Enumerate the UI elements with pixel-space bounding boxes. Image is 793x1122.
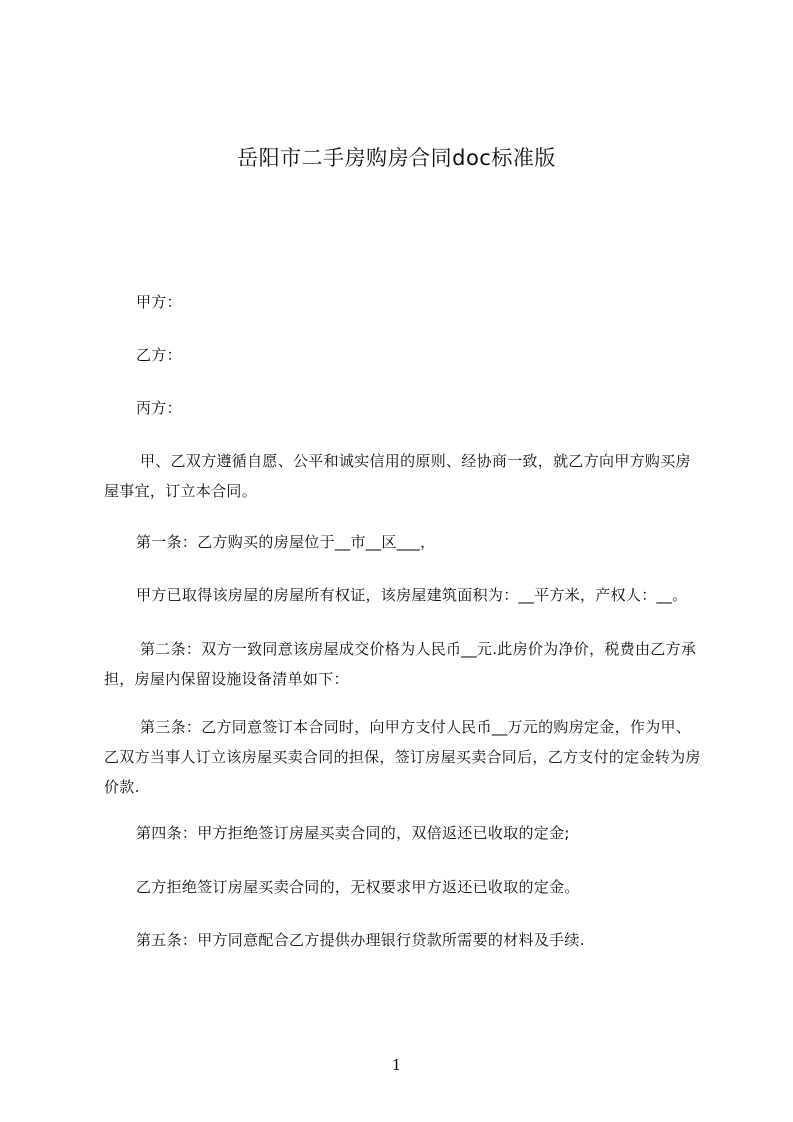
party-b-line: 乙方： (136, 346, 182, 364)
party-a-line: 甲方： (136, 293, 182, 311)
party-c-line: 丙方： (136, 399, 182, 417)
article-2-paragraph: 第二条：双方一致同意该房屋成交价格为人民币__元.此房价为净价，税费由乙方承担，房屋内保留设施设备清单如下： (104, 640, 697, 688)
article-3-paragraph: 第三条：乙方同意签订本合同时，向甲方支付人民币__万元的购房定金，作为甲、乙双方当事人订立该房屋买卖合同的担保，签订房屋买卖合同后，乙方支付的定金转为房价款. (104, 718, 701, 796)
buyer-refusal-paragraph: 乙方拒绝签订房屋买卖合同的，无权要求甲方返还已收取的定金。 (136, 878, 580, 896)
ownership-paragraph: 甲方已取得该房屋的房屋所有权证，该房屋建筑面积为：__平方米，产权人：__。 (136, 586, 688, 604)
page-number: 1 (391, 1056, 402, 1074)
document-title: 岳阳市二手房购房合同doc标准版 (237, 146, 556, 170)
article-1-paragraph: 第一条：乙方购买的房屋位于__市__区___， (136, 533, 436, 551)
article-5-paragraph: 第五条：甲方同意配合乙方提供办理银行贷款所需要的材料及手续. (136, 931, 585, 949)
preamble-paragraph: 甲、乙双方遵循自愿、公平和诚实信用的原则、经协商一致，就乙方向甲方购买房屋事宜，订立本合同。 (104, 452, 691, 500)
article-4-paragraph: 第四条：甲方拒绝签订房屋买卖合同的，双倍返还已收取的定金; (136, 824, 570, 842)
